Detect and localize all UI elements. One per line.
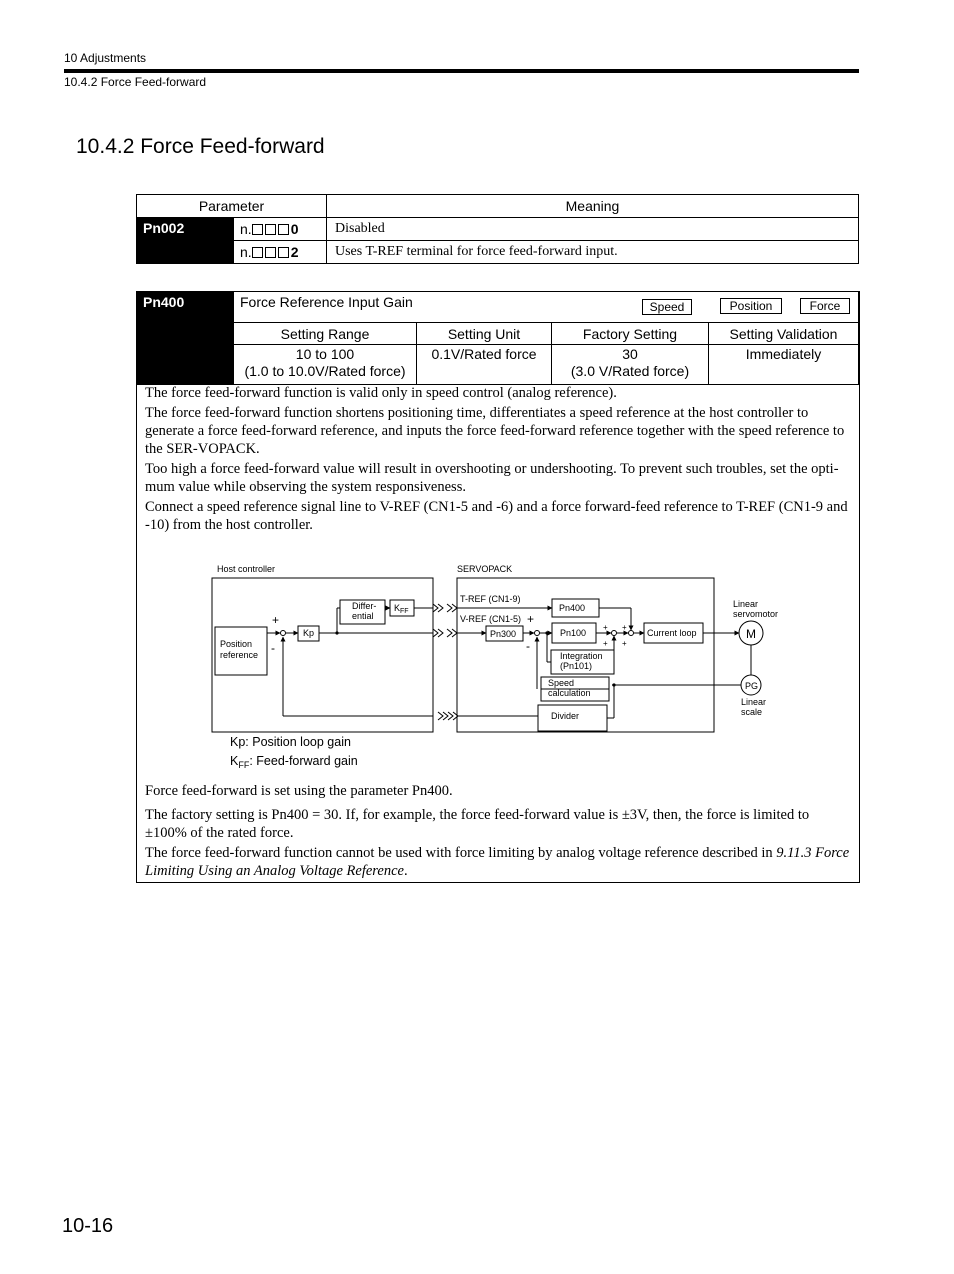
cross-reference-link: 9.11.3 Force Limiting Using an Analog Voltage Reference [145, 845, 850, 879]
svg-text:+: + [272, 613, 280, 627]
svg-text:+: + [622, 623, 627, 632]
paragraph: The force feed-forward function cannot be used with force limiting by analog voltage reference described in 9.11.3 Force Limiting Using an Analog Voltage Reference. [145, 845, 850, 879]
svg-text:+: + [527, 612, 535, 626]
hdr-setting-unit: Setting Unit [417, 323, 552, 345]
col-meaning: Meaning [327, 195, 859, 218]
hdr-factory-setting: Factory Setting [552, 323, 709, 345]
col-parameter: Parameter [137, 195, 327, 218]
position-reference-label: reference [220, 650, 259, 660]
speed-calculation-label: Speed [548, 678, 575, 688]
tref-label: T-REF (CN1-9) [460, 594, 521, 604]
linear-scale-label: scale [741, 707, 763, 717]
pn400-name: Force Reference Input Gain [240, 294, 413, 310]
integration-label: Integration [560, 651, 603, 661]
pn002-meaning-0: Disabled [327, 218, 859, 241]
setting-unit-value: 0.1V/Rated force [417, 345, 552, 385]
tag-position: Position [720, 298, 782, 314]
speed-calculation-label: calculation [548, 688, 591, 698]
param-pn002: Pn002 [137, 218, 234, 264]
paragraph: The force feed-forward function is valid only in speed control (analog reference). [145, 385, 617, 401]
param-pn400: Pn400 [137, 292, 234, 385]
paragraph: The force feed-forward function shortens positioning time, differentiates a speed reference at the host controller to generate a force feed-forward reference, and inputs the force feed-forward reference together with the speed reference to the SER-VOPACK. [145, 405, 845, 457]
page-number: 10-16 [62, 1215, 114, 1237]
linear-scale-label: Linear [741, 697, 767, 707]
notes-text [145, 782, 853, 880]
kp-label: Kp [303, 628, 315, 638]
integration-label: (Pn101) [560, 661, 593, 671]
hdr-setting-range: Setting Range [234, 323, 417, 345]
tag-speed: Speed [642, 299, 692, 315]
setting-validation-value: Immediately [709, 345, 859, 385]
pn400-label: Pn400 [559, 603, 586, 613]
paragraph: Connect a speed reference signal line to V-REF (CN1-5 and -6) and a force forward-feed reference to T-REF (CN1-9 and -10) from the host controller. [145, 499, 848, 533]
host-controller-label: Host controller [217, 564, 276, 574]
paragraph: The factory setting is Pn400 = 30. If, for example, the force feed-forward value is ±3V, then, the force is limited to ±100% of the rated force. [145, 807, 810, 841]
divider-label: Divider [551, 711, 580, 721]
chapter-header: 10 Adjustments [64, 51, 147, 65]
pn002-setting-2: n. 2 [234, 241, 327, 264]
paragraph: Too high a force feed-forward value will result in overshooting or undershooting. To prevent such troubles, set the opti-mum value while observing the system responsiveness. [145, 461, 839, 495]
legend-kp: Kp: Position loop gain [230, 735, 351, 749]
linear-servomotor-label: Linear [733, 599, 759, 609]
kff-label: $K_{FF}$ [394, 603, 409, 615]
paragraph: Force feed-forward is set using the parameter Pn400. [145, 783, 453, 799]
motor-label: M [746, 627, 756, 641]
tag-force: Force [800, 298, 850, 314]
svg-text:+: + [622, 639, 627, 648]
pn002-setting-0: n. 0 [234, 218, 327, 241]
svg-text:+: + [603, 639, 608, 648]
current-loop-label: Current loop [647, 628, 697, 638]
differential-label: ential [352, 611, 374, 621]
pn100-label: Pn100 [560, 628, 587, 638]
section-header: 10.4.2 Force Feed-forward [64, 75, 207, 89]
pn002-meaning-2: Uses T-REF terminal for force feed-forward input. [327, 241, 859, 264]
vref-label: V-REF (CN1-5) [460, 614, 522, 624]
connector-chevrons [433, 604, 458, 720]
factory-setting-value: 30 (3.0 V/Rated force) [552, 345, 709, 385]
legend-kff: $K_{FF}$: Feed-forward gain [230, 754, 358, 770]
differential-label: Differ- [352, 601, 377, 611]
svg-text:+: + [603, 623, 608, 632]
hdr-setting-validation: Setting Validation [709, 323, 859, 345]
svg-text:-: - [271, 641, 275, 655]
pg-label: PG [745, 681, 759, 691]
pn300-label: Pn300 [490, 629, 517, 639]
linear-servomotor-label: servomotor [733, 609, 779, 619]
servopack-label: SERVOPACK [457, 564, 513, 574]
setting-range-value: 10 to 100 (1.0 to 10.0V/Rated force) [234, 345, 417, 385]
position-reference-label: Position [220, 639, 253, 649]
svg-text:-: - [526, 639, 530, 653]
page-title: 10.4.2 Force Feed-forward [76, 135, 325, 158]
